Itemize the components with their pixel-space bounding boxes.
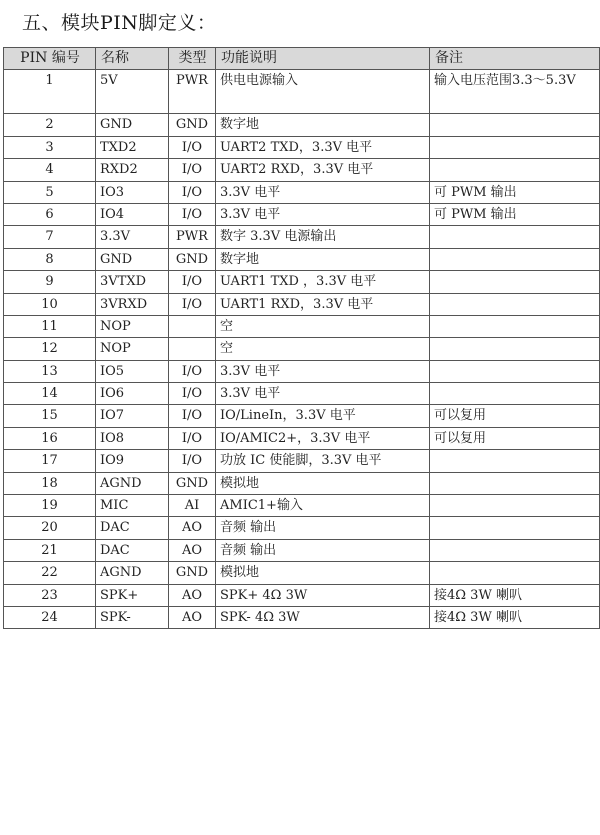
table-row: [4, 315, 600, 337]
section-title: 五、模块PIN脚定义：: [22, 12, 217, 34]
cell-note: 可 PWM 输出: [430, 203, 600, 225]
cell-pin-number: 17: [4, 450, 96, 472]
cell-pin-name: GND: [96, 114, 169, 136]
header-name: 名称: [96, 48, 169, 70]
cell-pin-type: [169, 338, 216, 360]
cell-note: [430, 248, 600, 270]
cell-pin-number: 15: [4, 405, 96, 427]
table-row: [4, 248, 600, 270]
cell-pin-name: IO7: [96, 405, 169, 427]
cell-pin-name: IO5: [96, 360, 169, 382]
table-row: [4, 159, 600, 181]
cell-pin-name: IO4: [96, 203, 169, 225]
cell-pin-number: 22: [4, 562, 96, 584]
cell-pin-type: I/O: [169, 427, 216, 449]
cell-pin-number: 12: [4, 338, 96, 360]
cell-pin-type: I/O: [169, 203, 216, 225]
cell-pin-number: 4: [4, 159, 96, 181]
table-row: [4, 293, 600, 315]
cell-function: 空: [216, 315, 430, 337]
header-note: 备注: [430, 48, 600, 70]
table-row: [4, 606, 600, 628]
cell-note: [430, 360, 600, 382]
cell-pin-name: TXD2: [96, 136, 169, 158]
table-row: [4, 405, 600, 427]
cell-pin-name: IO9: [96, 450, 169, 472]
cell-note: [430, 562, 600, 584]
cell-pin-type: GND: [169, 562, 216, 584]
cell-pin-number: 7: [4, 226, 96, 248]
table-row: [4, 427, 600, 449]
cell-pin-name: GND: [96, 248, 169, 270]
header-type: 类型: [169, 48, 216, 70]
cell-function: UART1 RXD，3.3V 电平: [216, 293, 430, 315]
cell-pin-name: AGND: [96, 472, 169, 494]
cell-function: UART2 TXD，3.3V 电平: [216, 136, 430, 158]
cell-pin-name: IO3: [96, 181, 169, 203]
table-row: [4, 70, 600, 114]
table-row: [4, 114, 600, 136]
cell-pin-number: 14: [4, 383, 96, 405]
cell-function: 3.3V 电平: [216, 203, 430, 225]
cell-function: UART1 TXD ，3.3V 电平: [216, 271, 430, 293]
cell-pin-type: GND: [169, 248, 216, 270]
cell-pin-type: I/O: [169, 159, 216, 181]
table-row: [4, 136, 600, 158]
table-row: [4, 584, 600, 606]
cell-function: UART2 RXD，3.3V 电平: [216, 159, 430, 181]
cell-function: 数字地: [216, 248, 430, 270]
cell-pin-number: 10: [4, 293, 96, 315]
cell-pin-name: SPK+: [96, 584, 169, 606]
table-row: [4, 181, 600, 203]
header-function: 功能说明: [216, 48, 430, 70]
cell-note: [430, 338, 600, 360]
cell-pin-number: 2: [4, 114, 96, 136]
cell-pin-name: SPK-: [96, 606, 169, 628]
cell-function: SPK- 4Ω 3W: [216, 606, 430, 628]
cell-note: [430, 114, 600, 136]
cell-pin-number: 8: [4, 248, 96, 270]
cell-note: [430, 539, 600, 561]
table-row: [4, 226, 600, 248]
table-row: [4, 360, 600, 382]
cell-pin-name: IO6: [96, 383, 169, 405]
table-row: [4, 450, 600, 472]
cell-pin-number: 6: [4, 203, 96, 225]
cell-pin-name: NOP: [96, 338, 169, 360]
cell-pin-name: NOP: [96, 315, 169, 337]
cell-pin-number: 18: [4, 472, 96, 494]
cell-pin-type: GND: [169, 472, 216, 494]
cell-note: [430, 517, 600, 539]
cell-pin-name: MIC: [96, 495, 169, 517]
cell-pin-name: DAC: [96, 517, 169, 539]
cell-pin-number: 20: [4, 517, 96, 539]
cell-note: 可以复用: [430, 427, 600, 449]
table-body: [4, 70, 600, 629]
cell-pin-name: AGND: [96, 562, 169, 584]
cell-function: 模拟地: [216, 562, 430, 584]
cell-function: 音频 输出: [216, 517, 430, 539]
cell-pin-type: AO: [169, 539, 216, 561]
cell-note: [430, 383, 600, 405]
table-row: [4, 383, 600, 405]
cell-note: [430, 450, 600, 472]
pin-definition-table: [3, 47, 600, 629]
cell-pin-number: 5: [4, 181, 96, 203]
cell-pin-name: DAC: [96, 539, 169, 561]
table-row: [4, 495, 600, 517]
cell-pin-type: I/O: [169, 136, 216, 158]
cell-function: 功放 IC 使能脚，3.3V 电平: [216, 450, 430, 472]
table-row: [4, 338, 600, 360]
cell-note: [430, 293, 600, 315]
cell-pin-type: [169, 315, 216, 337]
cell-function: 空: [216, 338, 430, 360]
cell-pin-name: 5V: [96, 70, 169, 114]
cell-pin-number: 24: [4, 606, 96, 628]
cell-function: 3.3V 电平: [216, 360, 430, 382]
cell-function: 音频 输出: [216, 539, 430, 561]
table-row: [4, 539, 600, 561]
cell-pin-name: 3.3V: [96, 226, 169, 248]
cell-pin-number: 9: [4, 271, 96, 293]
cell-note: [430, 136, 600, 158]
table-row: [4, 517, 600, 539]
cell-pin-type: I/O: [169, 450, 216, 472]
header-pin-number: PIN 编号: [4, 48, 96, 70]
cell-pin-number: 19: [4, 495, 96, 517]
cell-function: 数字 3.3V 电源输出: [216, 226, 430, 248]
cell-pin-number: 3: [4, 136, 96, 158]
table-row: [4, 203, 600, 225]
cell-function: IO/AMIC2+，3.3V 电平: [216, 427, 430, 449]
cell-note: [430, 315, 600, 337]
cell-pin-number: 21: [4, 539, 96, 561]
cell-pin-type: I/O: [169, 405, 216, 427]
cell-pin-type: I/O: [169, 271, 216, 293]
cell-note: 输入电压范围3.3～5.3V: [430, 70, 600, 114]
cell-pin-name: RXD2: [96, 159, 169, 181]
cell-pin-type: I/O: [169, 360, 216, 382]
cell-pin-type: I/O: [169, 293, 216, 315]
cell-function: SPK+ 4Ω 3W: [216, 584, 430, 606]
cell-note: 接4Ω 3W 喇叭: [430, 606, 600, 628]
cell-function: 供电电源输入: [216, 70, 430, 114]
cell-pin-name: 3VTXD: [96, 271, 169, 293]
table-row: [4, 562, 600, 584]
cell-pin-number: 11: [4, 315, 96, 337]
cell-note: [430, 226, 600, 248]
cell-pin-type: AO: [169, 606, 216, 628]
table-row: [4, 271, 600, 293]
cell-pin-type: PWR: [169, 226, 216, 248]
cell-pin-number: 23: [4, 584, 96, 606]
cell-function: 3.3V 电平: [216, 181, 430, 203]
cell-pin-type: AO: [169, 584, 216, 606]
cell-note: [430, 472, 600, 494]
cell-pin-name: 3VRXD: [96, 293, 169, 315]
cell-function: 数字地: [216, 114, 430, 136]
cell-note: [430, 495, 600, 517]
cell-note: 接4Ω 3W 喇叭: [430, 584, 600, 606]
cell-pin-type: I/O: [169, 181, 216, 203]
table-row: [4, 472, 600, 494]
cell-pin-number: 16: [4, 427, 96, 449]
cell-pin-type: PWR: [169, 70, 216, 114]
cell-pin-type: I/O: [169, 383, 216, 405]
cell-note: 可 PWM 输出: [430, 181, 600, 203]
cell-function: IO/LineIn，3.3V 电平: [216, 405, 430, 427]
cell-note: [430, 271, 600, 293]
cell-pin-type: AO: [169, 517, 216, 539]
cell-function: 模拟地: [216, 472, 430, 494]
cell-pin-type: GND: [169, 114, 216, 136]
cell-pin-number: 13: [4, 360, 96, 382]
cell-pin-number: 1: [4, 70, 96, 114]
cell-pin-type: AI: [169, 495, 216, 517]
cell-function: 3.3V 电平: [216, 383, 430, 405]
cell-pin-name: IO8: [96, 427, 169, 449]
cell-note: 可以复用: [430, 405, 600, 427]
table-header-row: [4, 48, 600, 70]
cell-note: [430, 159, 600, 181]
cell-function: AMIC1+输入: [216, 495, 430, 517]
